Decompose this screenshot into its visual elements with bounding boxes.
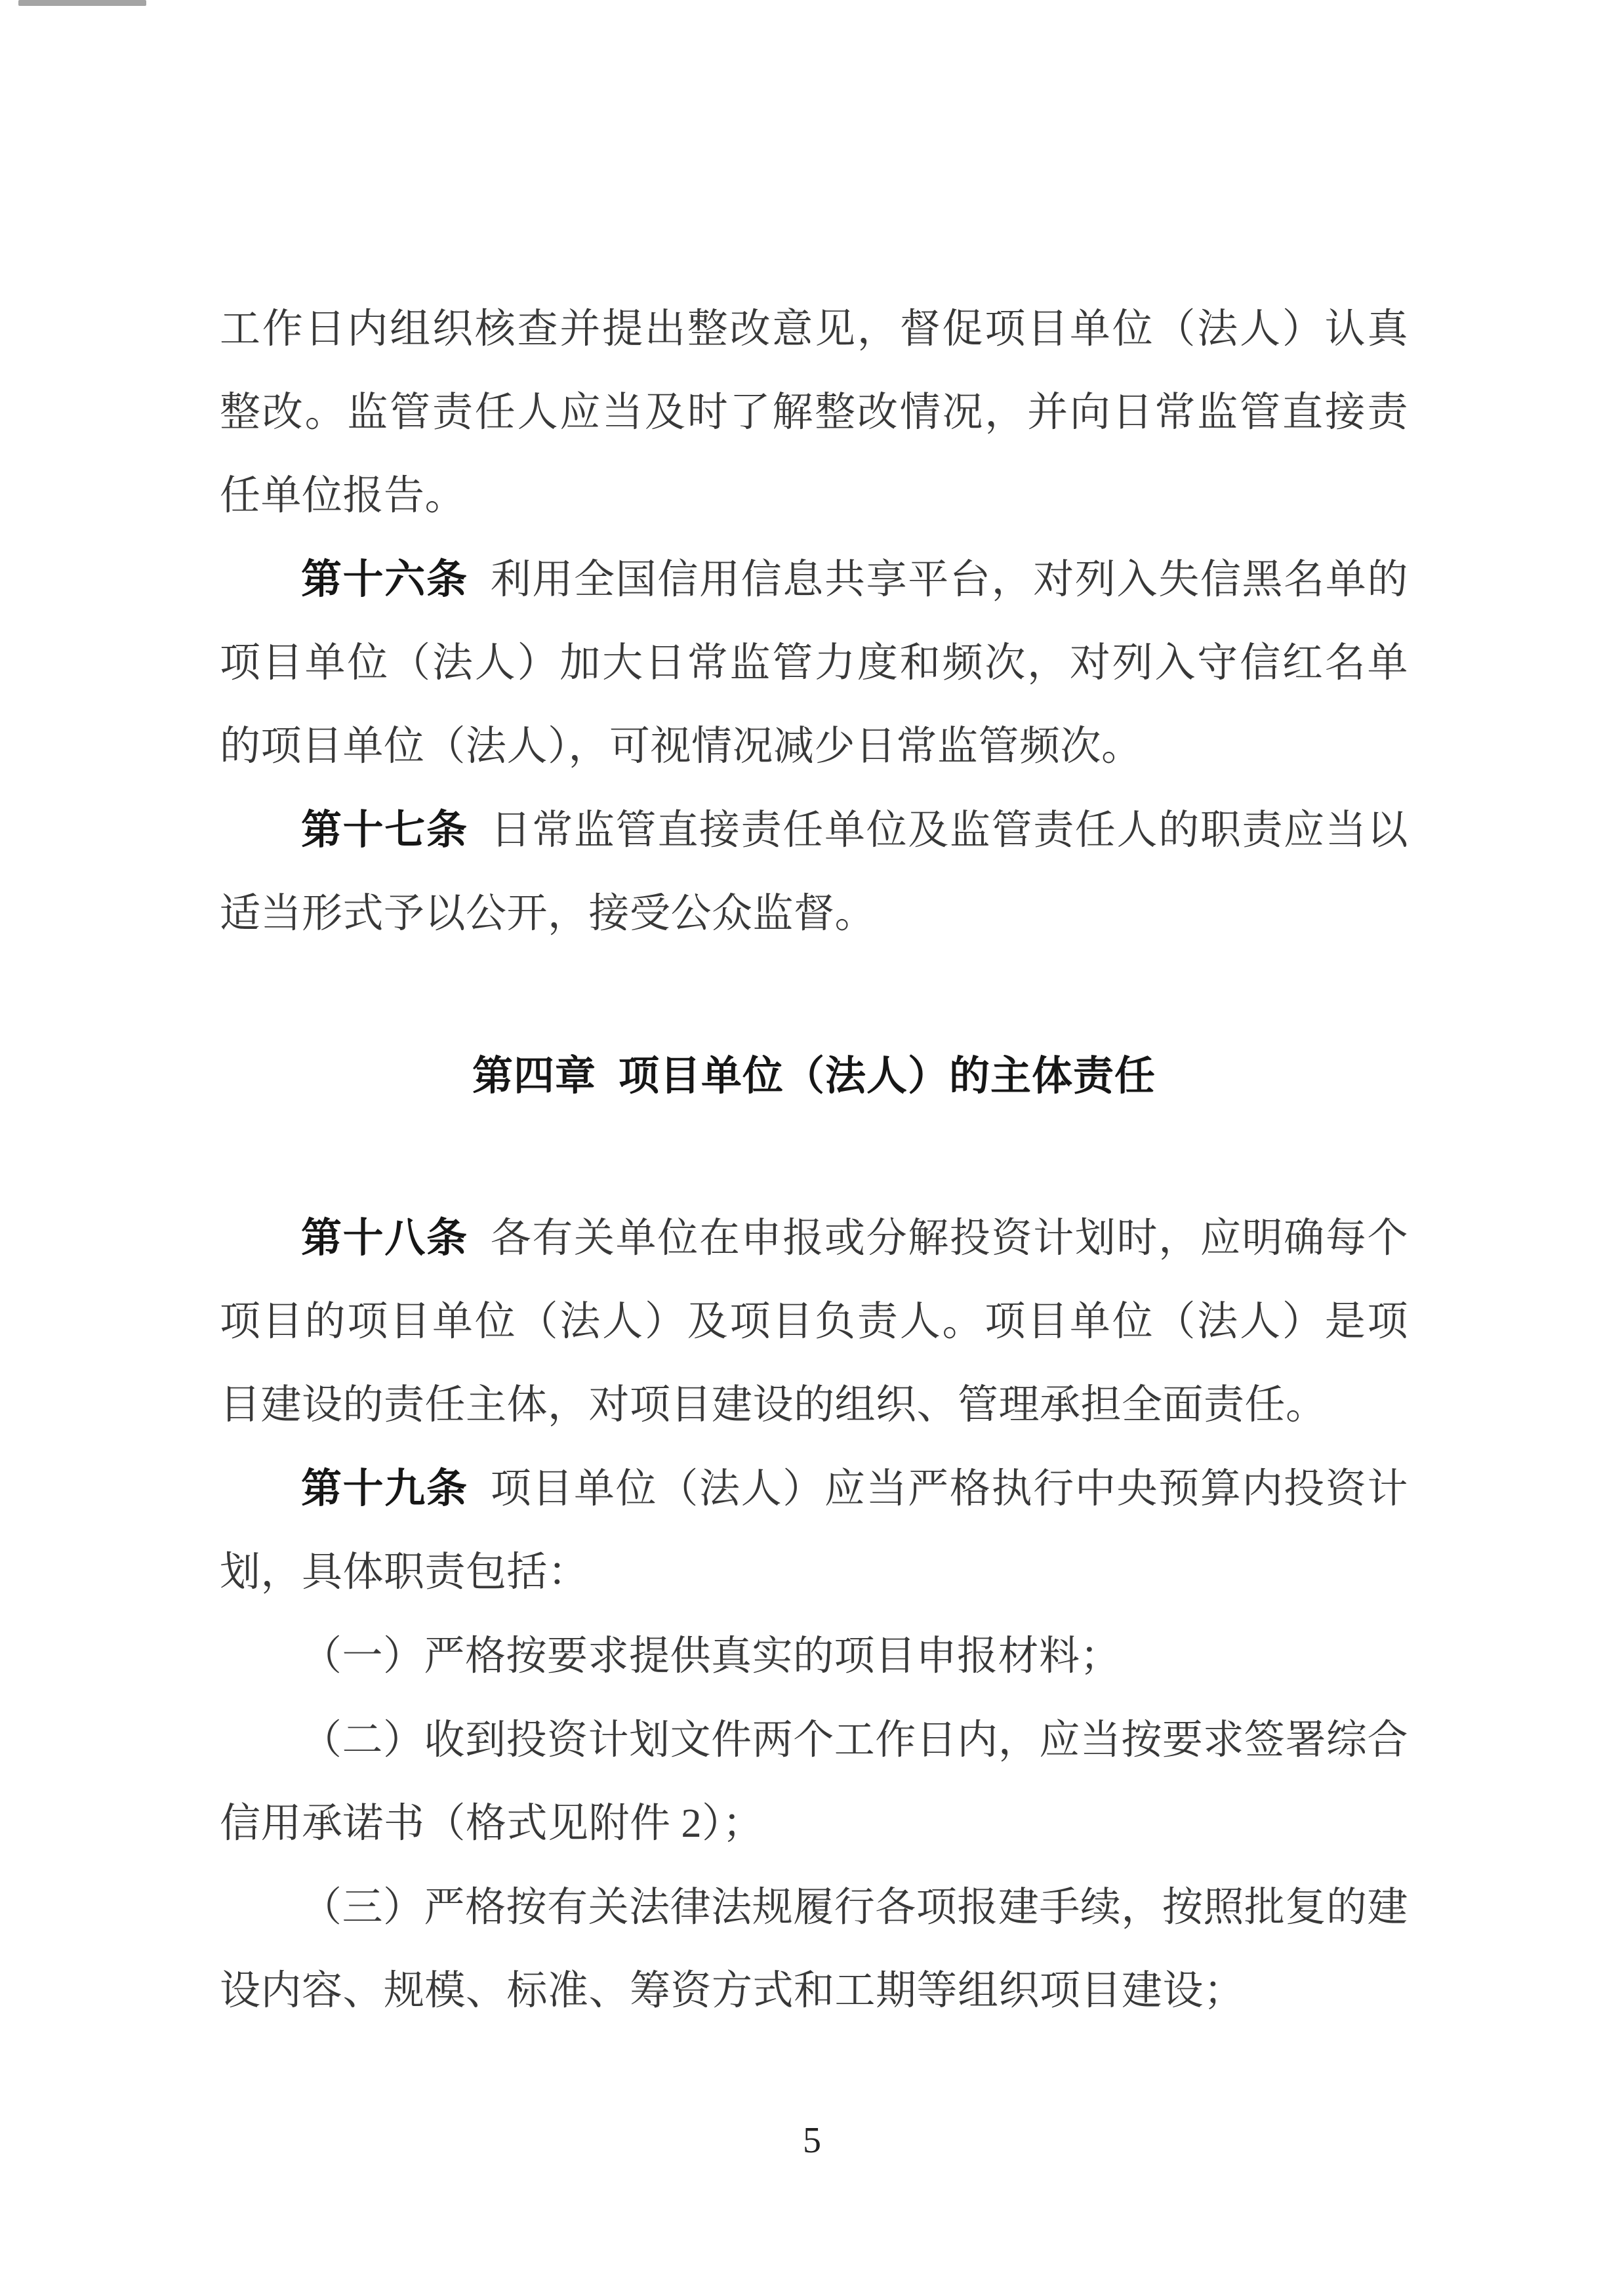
paragraph-text: 项目单位（法人）应当严格执行中央预算内投资计划，具体职责包括： [220, 1467, 1408, 1595]
paragraph-item-3 [220, 1866, 1408, 2033]
paragraph-article-19 [220, 1447, 1408, 1614]
paragraph-continuation [220, 287, 1408, 538]
article-term: 第十八条 [301, 1216, 468, 1261]
paragraph-text: （二）收到投资计划文件两个工作日内，应当按要求签署综合信用承诺书（格式见附件 2）； [220, 1718, 1408, 1846]
article-term: 第十九条 [301, 1466, 468, 1511]
paragraph-text: 工作日内组织核查并提出整改意见，督促项目单位（法人）认真整改。监管责任人应当及时了解整改情况，并向日常监管直接责任单位报告。 [220, 307, 1408, 518]
paragraph-text: 利用全国信用信息共享平台，对列入失信黑名单的项目单位（法人）加大日常监管力度和频次，对列入守信红名单的项目单位（法人），可视情况减少日常监管频次。 [220, 558, 1408, 769]
document-body [220, 287, 1408, 2033]
paragraph-text: 日常监管直接责任单位及监管责任人的职责应当以适当形式予以公开，接受公众监督。 [220, 808, 1408, 936]
chapter-title: 项目单位（法人）的主体责任 [619, 1054, 1156, 1099]
paragraph-article-17 [220, 789, 1408, 956]
article-term: 第十六条 [301, 557, 468, 602]
scan-artifact-topleft [18, 0, 146, 6]
paragraph-text: （三）严格按有关法律法规履行各项报建手续，按照批复的建设内容、规模、标准、筹资方式和工期等组织项目建设； [220, 1885, 1408, 2013]
chapter-heading [220, 1034, 1408, 1118]
paragraph-article-18 [220, 1197, 1408, 1447]
paragraph-item-2 [220, 1698, 1408, 1866]
paragraph-text: 各有关单位在申报或分解投资计划时，应明确每个项目的项目单位（法人）及项目负责人。项目单位（法人）是项目建设的责任主体，对项目建设的组织、管理承担全面责任。 [220, 1216, 1408, 1427]
paragraph-article-16 [220, 538, 1408, 789]
paragraph-text: （一）严格按要求提供真实的项目申报材料； [301, 1634, 1122, 1679]
article-term: 第十七条 [301, 808, 468, 853]
chapter-number: 第四章 [472, 1054, 596, 1099]
page-number: 5 [803, 2120, 821, 2161]
paragraph-item-1 [220, 1614, 1408, 1698]
